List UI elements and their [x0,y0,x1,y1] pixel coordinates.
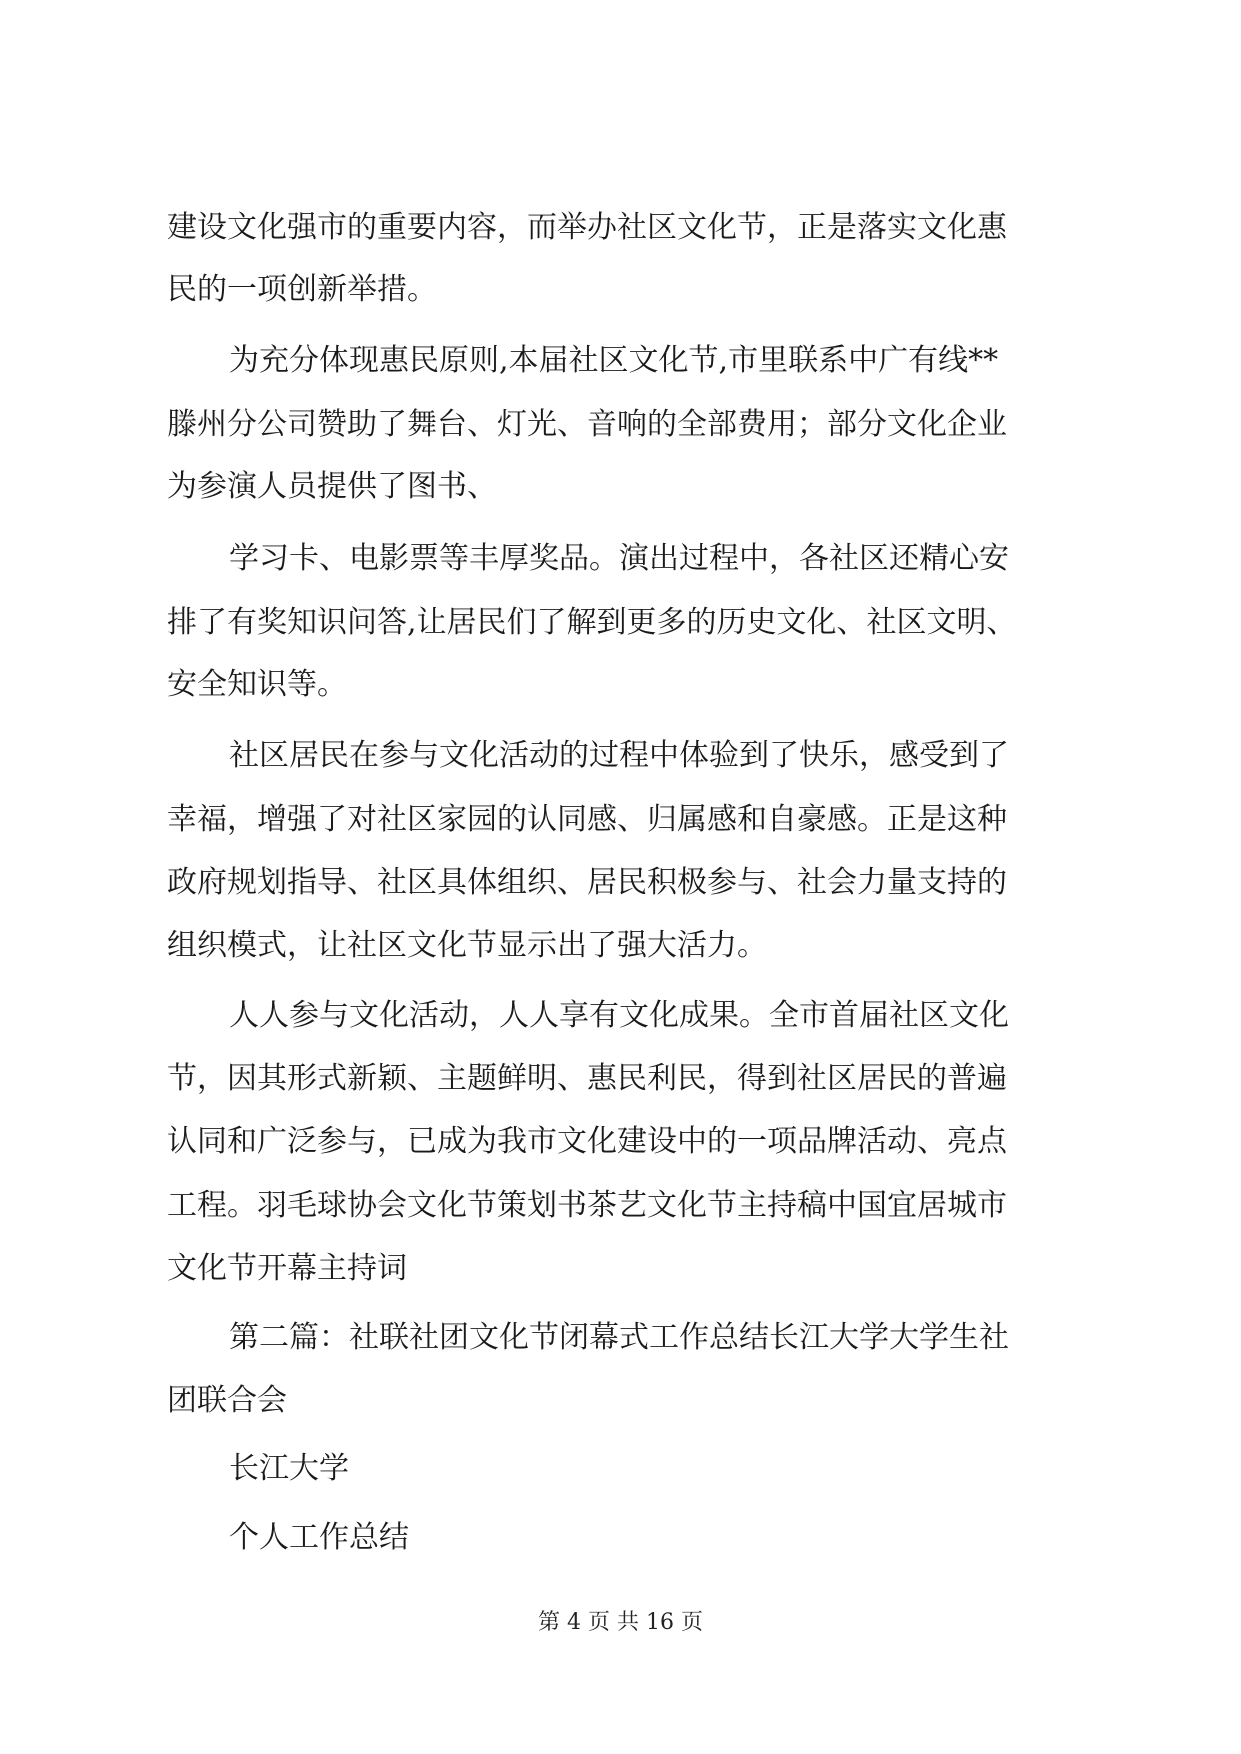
text-line: 文化节开幕主持词 [167,1251,407,1286]
text-line: 安全知识等。 [167,667,347,702]
page-number-footer: 第 4 页 共 16 页 [538,1610,703,1635]
text-line: 认同和广泛参与，已成为我市文化建设中的一项品牌活动、亮点 [167,1124,1007,1159]
text-line: 社区居民在参与文化活动的过程中体验到了快乐，感受到了 [229,738,1009,773]
text-line: 学习卡、电影票等丰厚奖品。演出过程中，各社区还精心安 [229,541,1009,576]
text-line: 为参演人员提供了图书、 [167,469,497,504]
text-line: 人人参与文化活动，人人享有文化成果。全市首届社区文化 [229,998,1009,1033]
text-line: 节，因其形式新颖、主题鲜明、惠民利民，得到社区居民的普遍 [167,1061,1007,1096]
text-line: 排了有奖知识问答,让居民们了解到更多的历史文化、社区文明、 [167,605,1017,640]
text-line: 滕州分公司赞助了舞台、灯光、音响的全部费用；部分文化企业 [167,407,1007,442]
text-line: 第二篇：社联社团文化节闭幕式工作总结长江大学大学生社 [229,1320,1009,1355]
text-line: 长江大学 [229,1451,349,1486]
text-line: 个人工作总结 [229,1520,409,1555]
text-line: 民的一项创新举措。 [167,272,437,307]
text-line: 组织模式，让社区文化节显示出了强大活力。 [167,928,767,963]
text-line: 政府规划指导、社区具体组织、居民积极参与、社会力量支持的 [167,865,1007,900]
text-line: 团联合会 [167,1383,287,1418]
text-line: 建设文化强市的重要内容，而举办社区文化节，正是落实文化惠 [167,210,1007,245]
text-line: 工程。羽毛球协会文化节策划书茶艺文化节主持稿中国宜居城市 [167,1188,1007,1223]
text-line: 为充分体现惠民原则,本届社区文化节,市里联系中广有线** [229,343,999,378]
text-line: 幸福，增强了对社区家园的认同感、归属感和自豪感。正是这种 [167,802,1007,837]
